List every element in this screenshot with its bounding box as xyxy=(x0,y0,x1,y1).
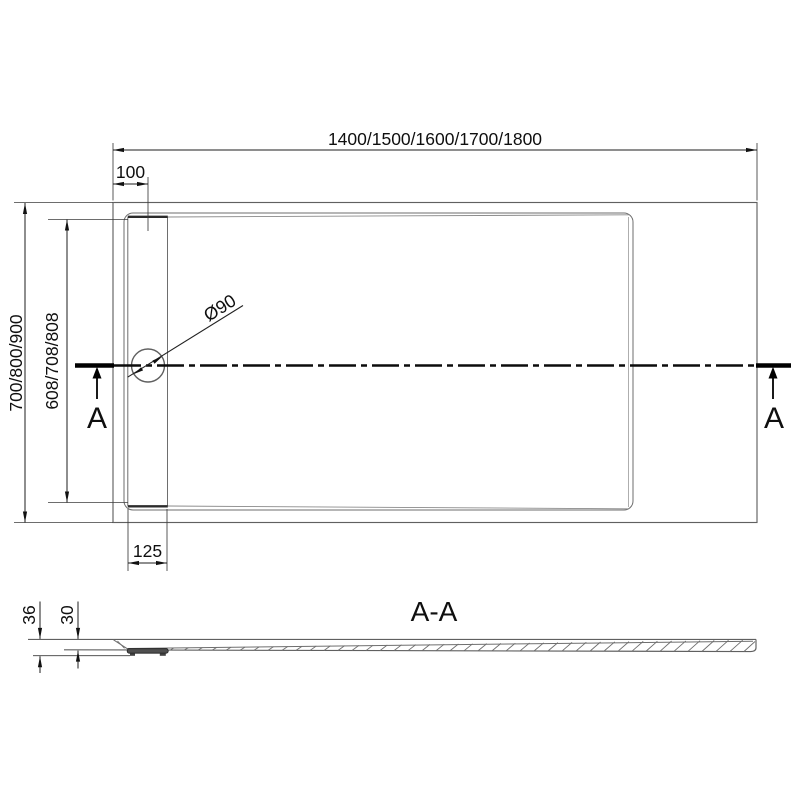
drain-diameter-callout xyxy=(128,290,243,377)
section-cut-left xyxy=(75,366,114,436)
section-view xyxy=(19,596,756,673)
drain-offset-label: 100 xyxy=(115,162,146,182)
hatch-line xyxy=(118,641,125,648)
drain-width-label: 125 xyxy=(132,541,163,561)
floor-slope-crease-top xyxy=(168,215,629,217)
dimension-width xyxy=(113,129,757,201)
leader-arrow-icon xyxy=(153,357,163,364)
top-view xyxy=(6,129,791,571)
drain-trap-foot xyxy=(160,653,166,655)
section-title: A-A xyxy=(410,596,458,627)
inner-depth-label: 608/708/808 xyxy=(42,312,62,410)
width-dimension-label: 1400/1500/1600/1700/1800 xyxy=(327,129,543,149)
floor-slope-crease-bottom xyxy=(168,506,629,509)
dimension-tray-height xyxy=(57,602,78,669)
outer-rectangle xyxy=(113,203,757,523)
section-label-left: A xyxy=(86,402,108,435)
dimension-inner-depth xyxy=(42,220,128,503)
drain-trap-foot xyxy=(130,653,135,655)
tray-height-label: 30 xyxy=(57,605,77,625)
drain-trap-body xyxy=(127,649,168,654)
dimension-drain-offset xyxy=(113,162,148,231)
dimension-drain-width xyxy=(128,509,167,571)
section-cut-right xyxy=(756,366,791,436)
leader-arrow-icon xyxy=(134,367,144,374)
section-arrow-right-icon xyxy=(769,367,778,379)
inner-tray-outline xyxy=(124,213,633,510)
total-height-label: 36 xyxy=(19,605,39,625)
section-arrow-left-icon xyxy=(93,367,102,379)
drain-diameter-label: Ø90 xyxy=(200,290,240,326)
outer-depth-label: 700/800/900 xyxy=(6,314,26,412)
section-label-right: A xyxy=(763,402,785,435)
